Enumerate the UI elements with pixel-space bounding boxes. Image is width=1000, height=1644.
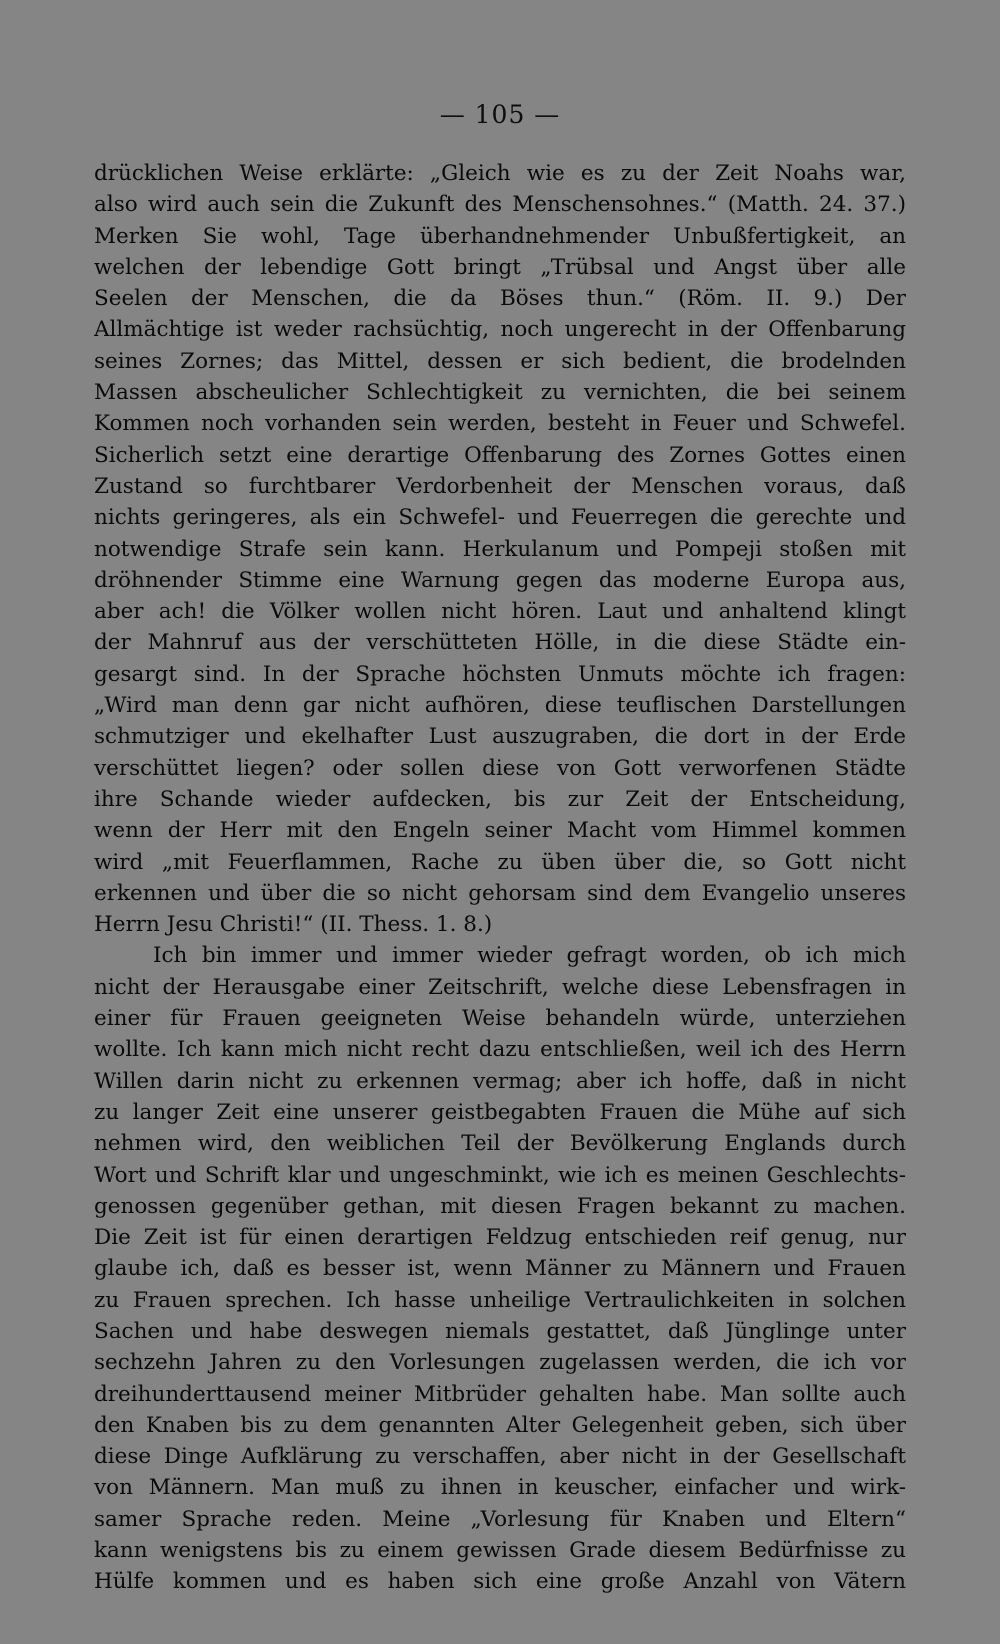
text-line: also wird auch sein die Zukunft des Menschensohnes.“ (Matth. 24. 37.) [94, 192, 906, 218]
text-line: Massen abscheulicher Schlechtigkeit zu vernichten, die bei seinem [94, 380, 906, 406]
text-line: Die Zeit ist für einen derartigen Feldzug entschieden reif genug, nur [94, 1225, 906, 1251]
text-line: sechzehn Jahren zu den Vorlesungen zugelassen werden, die ich vor [94, 1350, 906, 1376]
text-line: genossen gegenüber gethan, mit diesen Fragen bekannt zu machen. [94, 1193, 906, 1219]
text-line: „Wird man denn gar nicht aufhören, diese teuflischen Darstellungen [94, 693, 906, 719]
text-line: Sicherlich setzt eine derartige Offenbarung des Zornes Gottes einen [94, 442, 906, 468]
text-line: erkennen und über die so nicht gehorsam sind dem Evangelio unseres [94, 880, 906, 906]
text-line: notwendige Strafe sein kann. Herkulanum und Pompeji stoßen mit [94, 536, 906, 562]
text-line: welchen der lebendige Gott bringt „Trübsal und Angst über alle [94, 254, 906, 280]
text-line: Wort und Schrift klar und ungeschminkt, wie ich es meinen Geschlechts- [94, 1162, 906, 1188]
text-line: wollte. Ich kann mich nicht recht dazu entschließen, weil ich des Herrn [94, 1037, 906, 1063]
text-line: Willen darin nicht zu erkennen vermag; aber ich hoffe, daß in nicht [94, 1068, 906, 1094]
text-line: nehmen wird, den weiblichen Teil der Bevölkerung Englands durch [94, 1131, 906, 1157]
text-line: Hülfe kommen und es haben sich eine große Anzahl von Vätern [94, 1569, 906, 1595]
text-line: Seelen der Menschen, die da Böses thun.“ (Röm. II. 9.) Der [94, 286, 906, 312]
text-line: einer für Frauen geeigneten Weise behandeln würde, unterziehen [94, 1006, 906, 1032]
text-line: schmutziger und ekelhafter Lust auszugraben, die dort in der Erde [94, 724, 906, 750]
text-line: seines Zornes; das Mittel, dessen er sich bedient, die brodelnden [94, 348, 906, 374]
text-line: Allmächtige ist weder rachsüchtig, noch ungerecht in der Offenbarung [94, 317, 906, 343]
text-line: ihre Schande wieder aufdecken, bis zur Zeit der Entscheidung, [94, 786, 906, 812]
text-line: Zustand so furchtbarer Verdorbenheit der Menschen voraus, daß [94, 473, 906, 499]
text-line: diese Dinge Aufklärung zu verschaffen, aber nicht in der Gesellschaft [94, 1444, 906, 1470]
text-line: glaube ich, daß es besser ist, wenn Männer zu Männern und Frauen [94, 1256, 906, 1282]
body-text [94, 158, 906, 1598]
text-line: verschüttet liegen? oder sollen diese von Gott verworfenen Städte [94, 755, 906, 781]
text-line: von Männern. Man muß zu ihnen in keuscher, einfacher und wirk- [94, 1475, 906, 1501]
text-line: Ich bin immer und immer wieder gefragt worden, ob ich mich [153, 943, 906, 969]
text-line: zu Frauen sprechen. Ich hasse unheilige Vertraulichkeiten in solchen [94, 1287, 906, 1313]
page-number: — 105 — [439, 100, 561, 129]
text-line: Kommen noch vorhanden sein werden, besteht in Feuer und Schwefel. [94, 411, 906, 437]
text-line: aber ach! die Völker wollen nicht hören. Laut und anhaltend klingt [94, 599, 906, 625]
text-line: dröhnender Stimme eine Warnung gegen das moderne Europa aus, [94, 567, 906, 593]
text-line: gesargt sind. In der Sprache höchsten Unmuts möchte ich fragen: [94, 661, 906, 687]
text-line: nichts geringeres, als ein Schwefel- und Feuerregen die gerechte und [94, 505, 906, 531]
text-line: kann wenigstens bis zu einem gewissen Grade diesem Bedürfnisse zu [94, 1538, 906, 1564]
text-line: drücklichen Weise erklärte: „Gleich wie es zu der Zeit Noahs war, [94, 161, 906, 186]
text-line: den Knaben bis zu dem genannten Alter Gelegenheit geben, sich über [94, 1412, 906, 1438]
text-line: Merken Sie wohl, Tage überhandnehmender Unbußfertigkeit, an [94, 223, 906, 249]
text-line: Sachen und habe deswegen niemals gestattet, daß Jünglinge unter [94, 1318, 906, 1344]
text-line: wenn der Herr mit den Engeln seiner Macht vom Himmel kommen [94, 818, 906, 844]
text-line: Herrn Jesu Christi!“ (II. Thess. 1. 8.) [94, 912, 493, 938]
text-line: dreihunderttausend meiner Mitbrüder gehalten habe. Man sollte auch [94, 1381, 906, 1407]
text-line: samer Sprache reden. Meine „Vorlesung für Knaben und Eltern“ [94, 1506, 906, 1532]
text-line: nicht der Herausgabe einer Zeitschrift, welche diese Lebensfragen in [94, 974, 906, 1000]
text-line: zu langer Zeit eine unserer geistbegabten Frauen die Mühe auf sich [94, 1099, 906, 1125]
text-line: wird „mit Feuerflammen, Rache zu üben über die, so Gott nicht [94, 849, 906, 875]
text-line: der Mahnruf aus der verschütteten Hölle, in die diese Städte ein- [94, 630, 906, 656]
